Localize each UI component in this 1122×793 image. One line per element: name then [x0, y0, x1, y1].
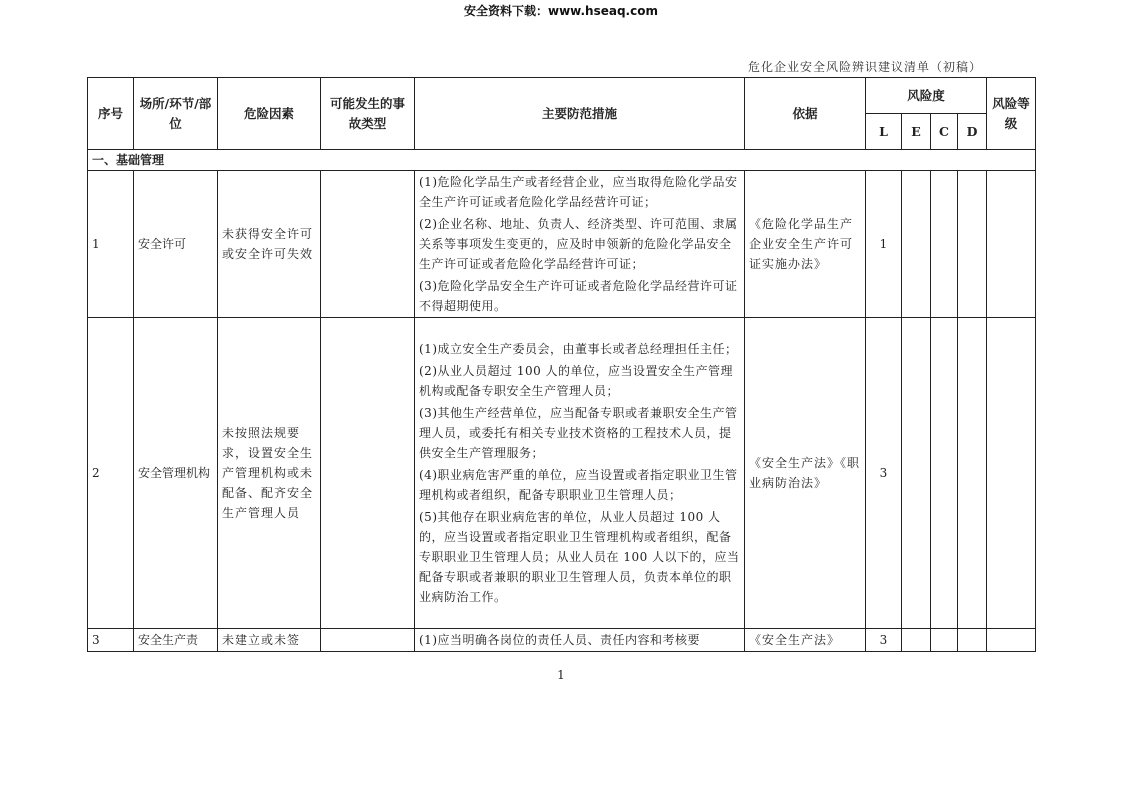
- row-accident-type: [321, 171, 415, 318]
- row-measures: [415, 171, 745, 318]
- row-hazard: 未获得安全许可或安全许可失效: [218, 171, 321, 318]
- row-accident-type: [321, 318, 415, 629]
- table-row: [88, 629, 1036, 652]
- row-C: [931, 318, 958, 629]
- row-seq: 2: [88, 318, 134, 629]
- header-risk-level: 风险等级: [987, 78, 1036, 150]
- measure-item: (3)危险化学品安全生产许可证或者危险化学品经营许可证不得超期使用。: [419, 279, 738, 313]
- header-C: C: [931, 114, 958, 150]
- measure-item: (4)职业病危害严重的单位，应当设置或者指定职业卫生管理机构或者组织，配备专职职业卫生管理人员；: [419, 468, 738, 502]
- row-E: [902, 171, 931, 318]
- document-title: 危化企业安全风险辨识建议清单（初稿）: [747, 60, 982, 74]
- table-row: [88, 171, 1036, 318]
- row-L: 3: [866, 318, 902, 629]
- measure-item: (1)危险化学品生产或者经营企业，应当取得危险化学品安全生产许可证或者危险化学品经营许可证；: [419, 175, 738, 209]
- row-hazard: 未按照法规要求，设置安全生产管理机构或未配备、配齐安全生产管理人员: [218, 318, 321, 629]
- table-row: [88, 318, 1036, 629]
- row-location: 安全生产责: [134, 629, 218, 652]
- header-accident-type: 可能发生的事故类型: [321, 78, 415, 150]
- measure-item: (5)其他存在职业病危害的单位，从业人员超过 100 人的，应当设置或者指定职业卫生管理机构或者组织，配备专职职业卫生管理人员；从业人员在 100 人以下的，应当配备专职或者兼职的职业卫生管理人员，负责本单位的职业病防治工作。: [419, 510, 740, 604]
- row-C: [931, 629, 958, 652]
- measure-item: (1)成立安全生产委员会，由董事长或者总经理担任主任；: [419, 342, 738, 356]
- row-accident-type: [321, 629, 415, 652]
- measure-item: (2)企业名称、地址、负责人、经济类型、许可范围、隶属关系等事项发生变更的，应及时申领新的危险化学品安全生产许可证或者危险化学品经营许可证；: [419, 217, 738, 271]
- page-number: 1: [557, 668, 565, 682]
- header-seq: 序号: [88, 78, 134, 150]
- risk-table: [87, 77, 1036, 652]
- measure-item: (3)其他生产经营单位，应当配备专职或者兼职安全生产管理人员，或委托有相关专业技术资格的工程技术人员，提供安全生产管理服务；: [419, 406, 738, 460]
- header-risk-degree: 风险度: [866, 78, 987, 114]
- row-level: [987, 171, 1036, 318]
- row-hazard: 未建立或未签: [218, 629, 321, 652]
- row-location: 安全管理机构: [134, 318, 218, 629]
- row-basis: 《安全生产法》: [745, 629, 866, 652]
- measure-item: (1)应当明确各岗位的责任人员、责任内容和考核要: [419, 633, 700, 647]
- row-seq: 3: [88, 629, 134, 652]
- row-D: [958, 629, 987, 652]
- row-seq: 1: [88, 171, 134, 318]
- row-measures: [415, 318, 745, 629]
- row-L: 3: [866, 629, 902, 652]
- row-measures: [415, 629, 745, 652]
- row-basis: 《危险化学品生产企业安全生产许可证实施办法》: [745, 171, 866, 318]
- header-basis: 依据: [745, 78, 866, 150]
- row-E: [902, 318, 931, 629]
- header-measures: 主要防范措施: [415, 78, 745, 150]
- measure-item: (2)从业人员超过 100 人的单位，应当设置安全生产管理机构或配备专职安全生产管理人员；: [419, 364, 734, 398]
- row-E: [902, 629, 931, 652]
- row-D: [958, 171, 987, 318]
- row-L: 1: [866, 171, 902, 318]
- row-C: [931, 171, 958, 318]
- header-D: D: [958, 114, 987, 150]
- row-level: [987, 629, 1036, 652]
- row-basis: 《安全生产法》《职业病防治法》: [745, 318, 866, 629]
- header-L: L: [866, 114, 902, 150]
- row-level: [987, 318, 1036, 629]
- row-D: [958, 318, 987, 629]
- header-E: E: [902, 114, 931, 150]
- section-title: 一、基础管理: [88, 150, 1036, 171]
- header-hazard: 危险因素: [218, 78, 321, 150]
- site-header: 安全资料下载：www.hseaq.com: [464, 4, 658, 18]
- header-location: 场所/环节/部位: [134, 78, 218, 150]
- row-location: 安全许可: [134, 171, 218, 318]
